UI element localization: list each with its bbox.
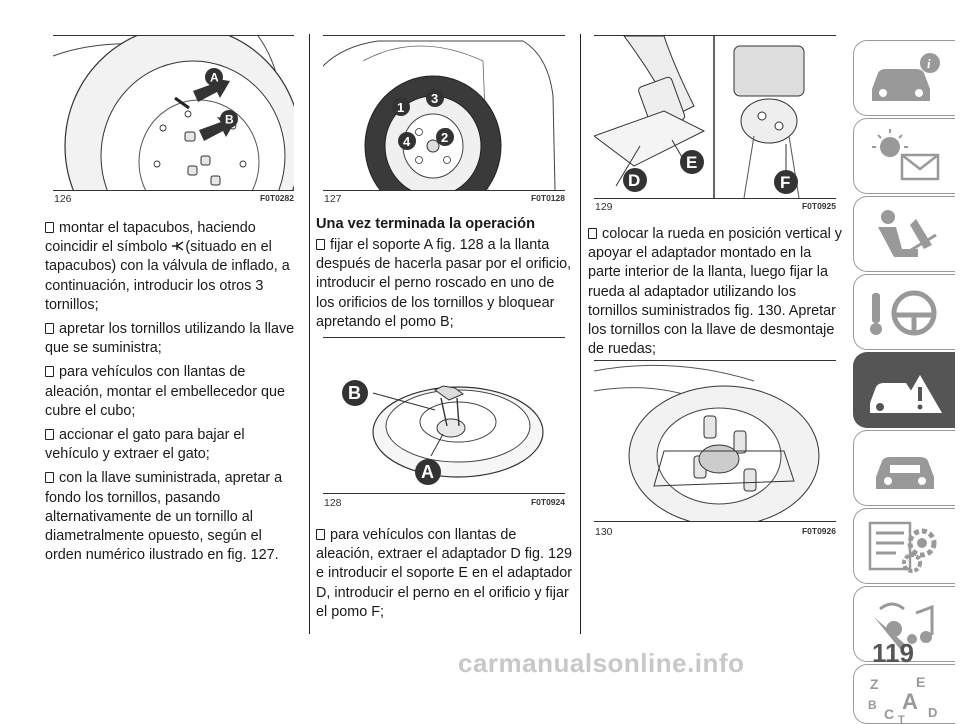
tab-starting-driving[interactable]	[853, 274, 955, 350]
figure-code: F0T0924	[530, 497, 565, 507]
checkbox-bullet-icon	[45, 323, 54, 334]
instructions-col2-a	[316, 236, 572, 337]
car-service-icon	[866, 439, 946, 499]
figure-callout: F	[780, 173, 791, 192]
figure-callout: 2	[441, 130, 449, 145]
figure-caption	[54, 193, 294, 205]
figure-code: F0T0926	[801, 526, 836, 536]
instructions-col1	[45, 219, 297, 570]
list-item: para vehículos con llantas de aleación, extraer el adaptador D fig. 129 e introducir el soporte E en el adaptador D, introducir el perno en el orificio y fijar el pomo F;	[316, 527, 572, 620]
warning-lights-mail-icon	[866, 127, 946, 187]
svg-text:D: D	[928, 705, 938, 720]
figure-number: 127	[324, 193, 342, 205]
seat-airbag-icon	[866, 205, 946, 265]
figure-callout: 3	[431, 91, 439, 106]
list-item: colocar la rueda en posición vertical y apoyar el adaptador montado en la parte interior de la llanta, luego fijar la rueda al adaptador utilizando los tornillos suministrados fig. 130. Apretar los tornillos con la llave de desmontaje de ruedas;	[588, 226, 842, 358]
figure-callout: B	[225, 112, 234, 127]
tab-emergency[interactable]	[853, 352, 955, 428]
column-divider	[580, 34, 581, 634]
figure-code: F0T0282	[259, 193, 294, 203]
tab-warning-lights[interactable]	[853, 118, 955, 194]
column-divider	[309, 34, 310, 634]
tab-car-info[interactable]	[853, 40, 955, 116]
figure-number: 129	[595, 201, 613, 213]
specs-gear-icon	[866, 517, 946, 577]
figure-caption	[595, 201, 836, 213]
figure-caption	[595, 526, 836, 538]
instructions-col2-b	[316, 526, 572, 627]
car-info-icon	[866, 49, 946, 109]
checkbox-bullet-icon	[316, 239, 325, 250]
figure-126-spare-wheel-hubcap	[53, 35, 294, 191]
checkbox-bullet-icon	[45, 366, 54, 377]
section-heading: Una vez terminada la operación	[316, 216, 535, 232]
svg-text:A: A	[902, 689, 918, 714]
list-item: para vehículos con llantas de aleación, montar el embellecedor que cubre el cubo;	[45, 364, 285, 419]
figure-number: 130	[595, 526, 613, 538]
figure-callout: 4	[403, 134, 411, 149]
list-item: montar el tapacubos, haciendo coincidir el símbolo (situado en el tapacubos) con la válvula de inflado, a continuación, introducir los otros 3 tornillos;	[45, 220, 290, 313]
svg-text:Z: Z	[870, 676, 879, 692]
checkbox-bullet-icon	[45, 472, 54, 483]
checkbox-bullet-icon	[588, 228, 597, 239]
emergency-car-icon	[866, 361, 946, 421]
figure-127-bolt-order	[323, 35, 565, 191]
figure-number: 126	[54, 193, 72, 205]
checkbox-bullet-icon	[45, 222, 54, 233]
page-number: 119	[872, 638, 914, 668]
tab-safety[interactable]	[853, 196, 955, 272]
figure-number: 128	[324, 497, 342, 509]
figure-callout: E	[686, 153, 698, 172]
figure-callout: A	[210, 70, 219, 85]
list-item: con la llave suministrada, apretar a fondo los tornillos, pasando alternativamente de un tornillo al diametralmente opuesto, según el orden numérico ilustrado en fig. 127.	[45, 470, 283, 564]
svg-text:C: C	[884, 706, 895, 722]
figure-callout: D	[628, 171, 641, 190]
figure-callout: A	[421, 462, 434, 482]
figure-callout: 1	[397, 100, 405, 115]
instructions-col3	[588, 225, 844, 364]
tab-maintenance[interactable]	[853, 430, 955, 506]
list-item: accionar el gato para bajar el vehículo y extraer el gato;	[45, 427, 245, 463]
svg-text:T: T	[898, 714, 905, 723]
figure-129-adapter	[594, 35, 836, 199]
tab-technical-specs[interactable]	[853, 508, 955, 584]
svg-text:B: B	[868, 698, 877, 712]
watermark: carmanualsonline.info	[458, 648, 745, 678]
figure-128-wheel-support	[323, 337, 565, 494]
svg-text:i: i	[927, 56, 931, 71]
checkbox-bullet-icon	[316, 529, 325, 540]
figure-caption	[324, 497, 565, 509]
alphabetical-index-icon	[866, 673, 946, 723]
valve-symbol-icon	[171, 240, 185, 252]
tab-index[interactable]	[853, 664, 955, 724]
figure-130-mount-wheel	[594, 360, 836, 522]
figure-code: F0T0925	[801, 201, 836, 211]
list-item: apretar los tornillos utilizando la llave que se suministra;	[45, 321, 295, 357]
figure-callout: B	[348, 383, 361, 403]
svg-text:E: E	[916, 674, 926, 690]
figure-code: F0T0128	[530, 193, 565, 203]
checkbox-bullet-icon	[45, 429, 54, 440]
key-steering-wheel-icon	[866, 283, 946, 343]
figure-caption	[324, 193, 565, 205]
list-item: fijar el soporte A fig. 128 a la llanta después de hacerla pasar por el orificio, introducir el perno roscado en uno de los orificios de los tornillos y bloquear apretando el pomo B;	[316, 237, 572, 330]
